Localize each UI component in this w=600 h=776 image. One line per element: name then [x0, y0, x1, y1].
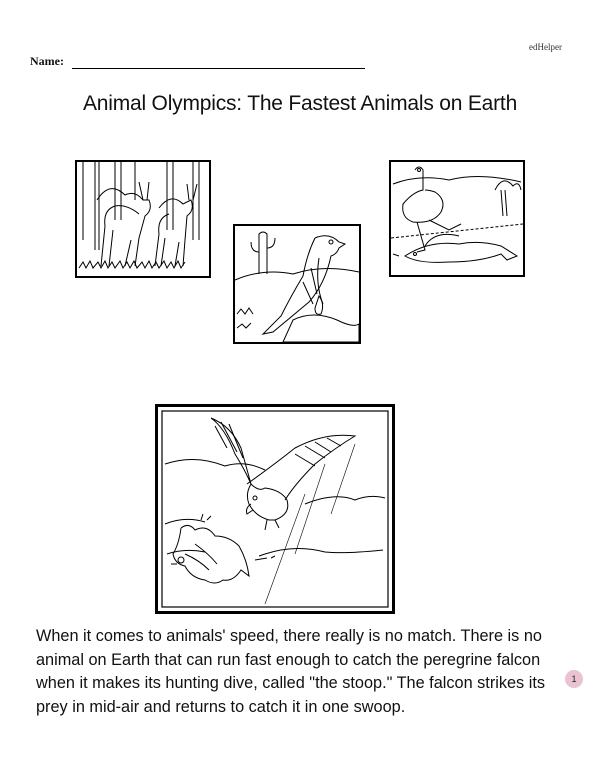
name-label: Name:: [30, 54, 64, 68]
name-field-row: [30, 54, 365, 69]
ostrich-sailfish-illustration: [389, 160, 525, 277]
name-line[interactable]: [72, 57, 365, 69]
falcon-perched-illustration: [233, 224, 361, 344]
page-number-badge: 1: [565, 670, 583, 688]
pronghorn-illustration: [75, 160, 211, 278]
brand-label: edHelper: [529, 42, 562, 52]
worksheet-title: Animal Olympics: The Fastest Animals on Earth: [82, 92, 518, 115]
passage-text: When it comes to animals' speed, there really is no match. There is no animal on Earth that can run fast enough to catch the peregrine falcon when it makes its hunting dive, called "the stoop." The falcon strikes its prey in mid-air and returns to catch it in one swoop.: [36, 627, 545, 716]
falcon-stoop-illustration: [155, 404, 395, 614]
